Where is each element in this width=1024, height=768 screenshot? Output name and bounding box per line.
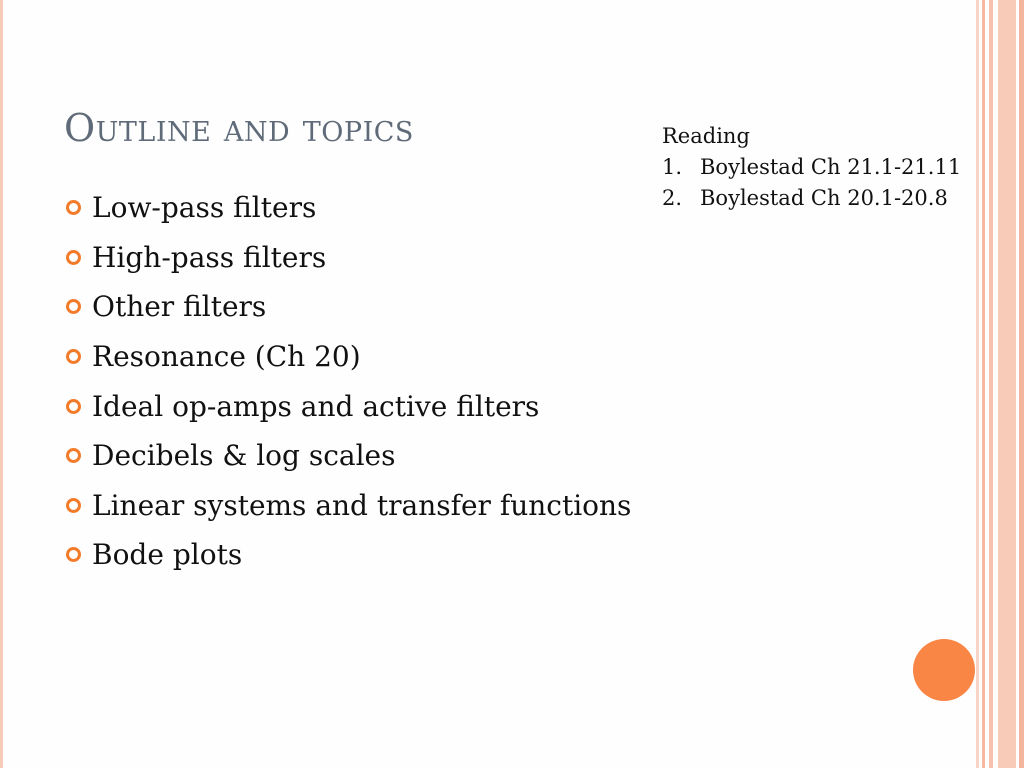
topic-item: [66, 332, 631, 382]
topic-item: [66, 530, 631, 580]
orange-ring-bullet-icon: [66, 299, 81, 314]
orange-ring-bullet-icon: [66, 448, 81, 463]
topic-text: Resonance (Ch 20): [92, 340, 361, 374]
reading-item-text: Boylestad Ch 20.1-20.8: [700, 186, 948, 210]
orange-ring-bullet-icon: [66, 498, 81, 513]
topic-item: [66, 282, 631, 332]
orange-ring-bullet-icon: [66, 250, 81, 265]
topic-item: [66, 233, 631, 283]
reading-item-number: 1.: [662, 155, 683, 179]
reading-item-number: 2.: [662, 186, 683, 210]
reading-box: [662, 121, 961, 214]
slide-title: Outline and topics: [64, 106, 414, 150]
orange-ring-bullet-icon: [66, 349, 81, 364]
reading-list: [662, 152, 961, 214]
right-border-decoration: [976, 0, 1024, 768]
reading-item: [662, 152, 961, 183]
topic-text: Bode plots: [92, 538, 243, 572]
orange-ring-bullet-icon: [66, 399, 81, 414]
left-border-decoration: [0, 0, 3, 768]
reading-item: [662, 183, 961, 214]
reading-item-text: Boylestad Ch 21.1-21.11: [700, 155, 962, 179]
topic-text: Linear systems and transfer functions: [92, 488, 632, 522]
topic-text: Low-pass filters: [92, 191, 317, 225]
orange-ring-bullet-icon: [66, 547, 81, 562]
topic-item: [66, 183, 631, 233]
topic-text: Other filters: [92, 290, 267, 324]
decorative-orange-circle: [913, 639, 975, 701]
topic-text: Ideal op-amps and active filters: [92, 389, 540, 423]
topic-item: [66, 431, 631, 481]
topic-list: [66, 183, 631, 580]
topic-item: [66, 481, 631, 531]
topic-text: High-pass filters: [92, 240, 327, 274]
topic-text: Decibels & log scales: [92, 439, 396, 473]
reading-heading: Reading: [662, 124, 750, 148]
orange-ring-bullet-icon: [66, 200, 81, 215]
topic-item: [66, 381, 631, 431]
